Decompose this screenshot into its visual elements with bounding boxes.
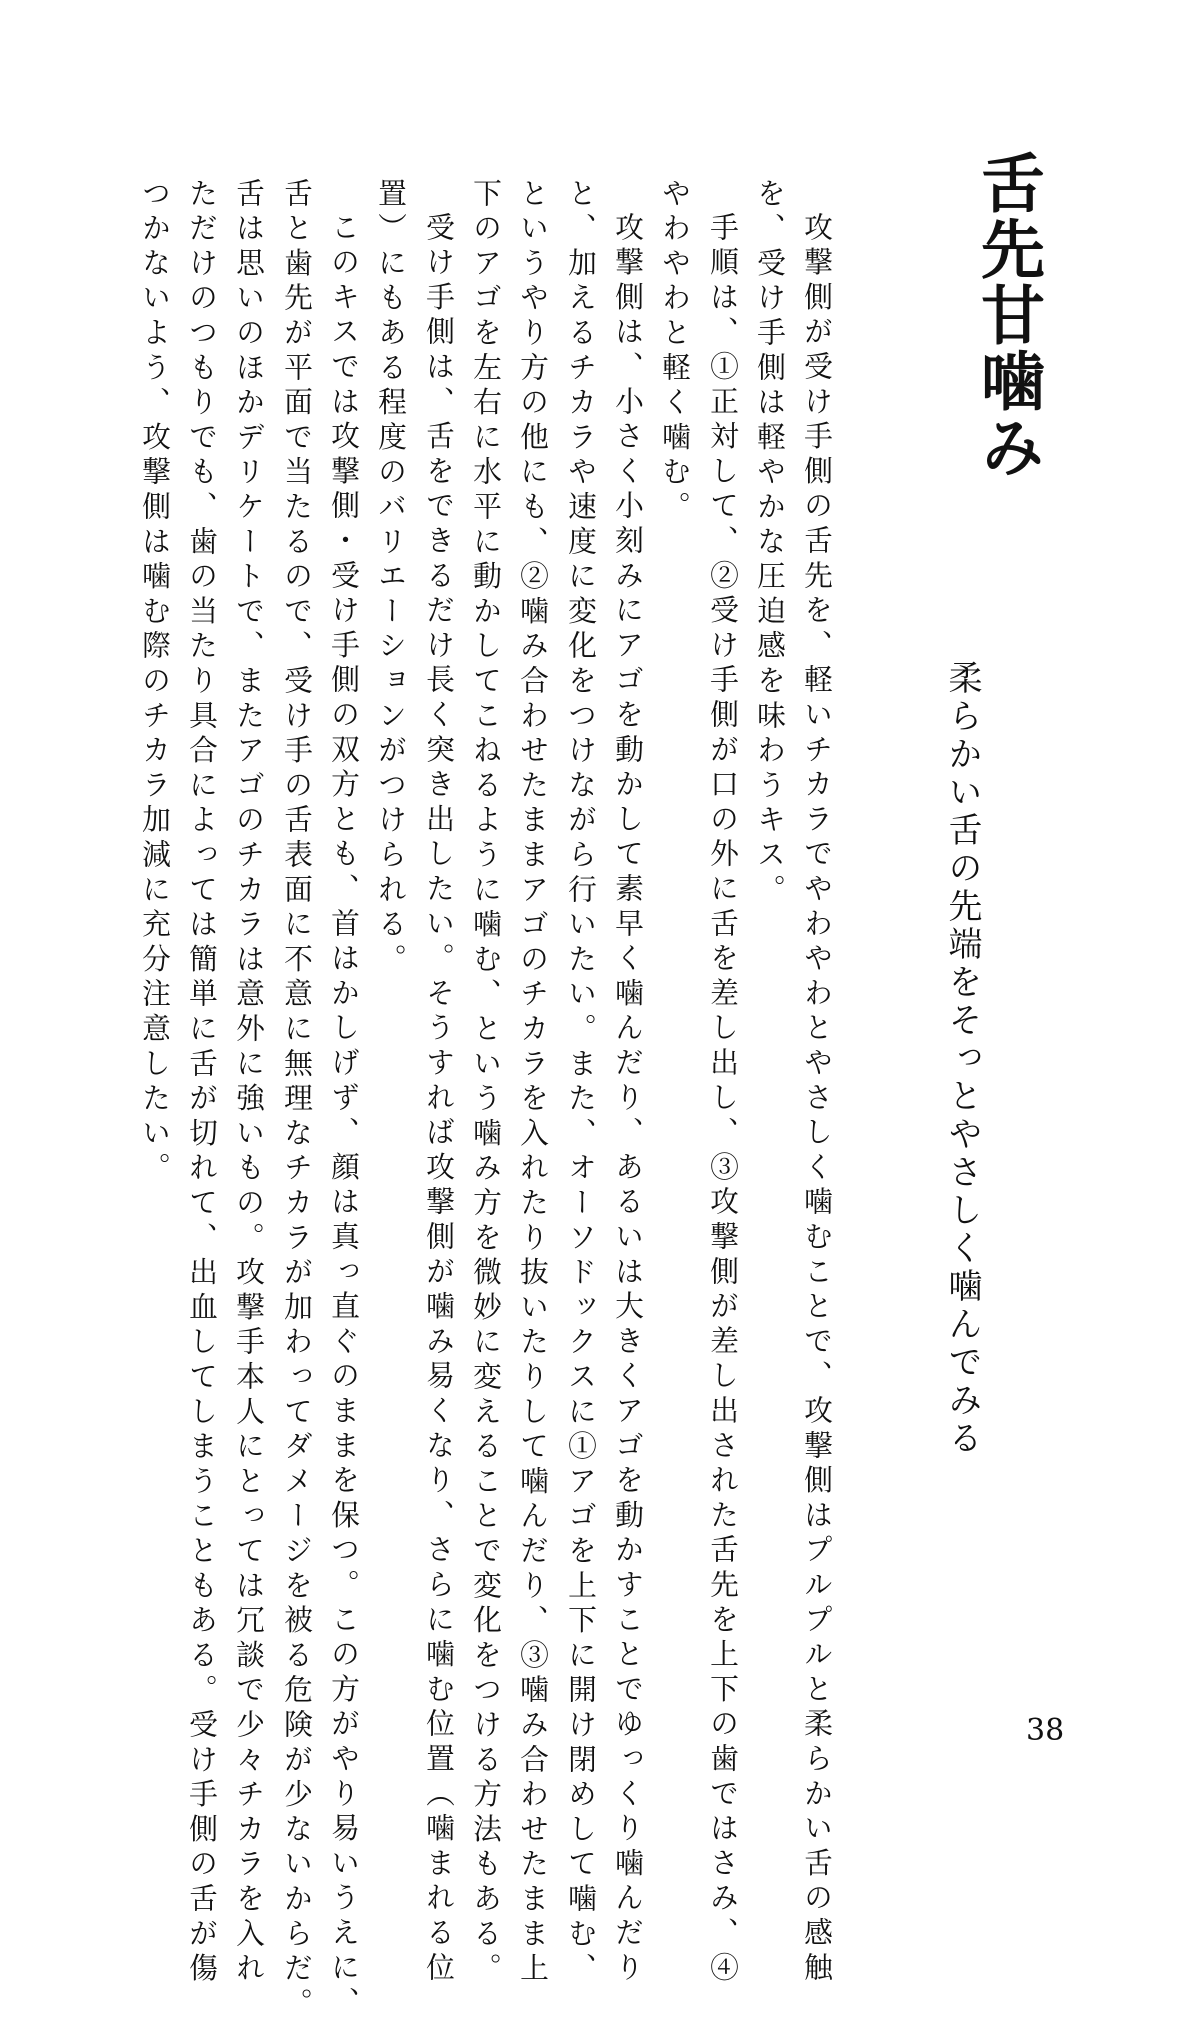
body-line: 受け手側は、舌をできるだけ長く突き出したい。そうすれば攻撃側が噛み易くなり、さらに噛む位置（噛まれる位 xyxy=(422,212,456,1987)
body-line: 舌は思いのほかデリケートで、またアゴのチカラは意外に強いもの。攻撃手本人にとっては冗談で少々チカラを入れ xyxy=(232,178,266,1988)
body-line: 置）にもある程度のバリエーションがつけられる。 xyxy=(374,178,408,979)
page-subtitle: 柔らかい舌の先端をそっとやさしく噛んでみる xyxy=(942,660,982,1458)
body-line: やわやわと軽く噛む。 xyxy=(658,178,692,526)
page-number: 38 xyxy=(1026,1713,1065,1748)
body-line: 舌と歯先が平面で当たるので、受け手の舌表面に不意に無理なチカラが加わってダメージを被る危険が少ないからだ。 xyxy=(280,178,314,2022)
body-line: つかないよう、攻撃側は噛む際のチカラ加減に充分注意したい。 xyxy=(138,178,172,1188)
body-line: 攻撃側は、小さく小刻みにアゴを動かして素早く噛んだり、あるいは大きくアゴを動かすことでゆっくり噛んだり xyxy=(611,212,645,1987)
body-line: 攻撃側が受け手側の舌先を、軽いチカラでやわやわとやさしく噛むことで、攻撃側はプルプルと柔らかい舌の感触 xyxy=(800,212,834,1987)
body-line: このキスでは攻撃側・受け手側の双方とも、首はかしげず、顔は真っ直ぐのままを保つ。この方がやり易いうえに、 xyxy=(327,212,361,2022)
body-line: 手順は、①正対して、②受け手側が口の外に舌を差し出し、③攻撃側が差し出された舌先を上下の歯ではさみ、④ xyxy=(706,212,740,1987)
page-title: 舌先甘噛み xyxy=(970,150,1045,480)
body-line: というやり方の他にも、②噛み合わせたままアゴのチカラを入れたり抜いたりして噛んだり、③噛み合わせたまま上 xyxy=(516,178,550,1988)
body-line: ただけのつもりでも、歯の当たり具合によっては簡単に舌が切れて、出血してしまうこともある。受け手側の舌が傷 xyxy=(185,178,219,1988)
body-line: 下のアゴを左右に水平に動かしてこねるように噛む、という噛み方を微妙に変えることで変化をつける方法もある。 xyxy=(469,178,503,1988)
body-line: を、受け手側は軽やかな圧迫感を味わうキス。 xyxy=(753,178,787,909)
body-line: と、加えるチカラや速度に変化をつけながら行いたい。また、オーソドックスに①アゴを上下に開け閉めして噛む、 xyxy=(564,178,598,1988)
